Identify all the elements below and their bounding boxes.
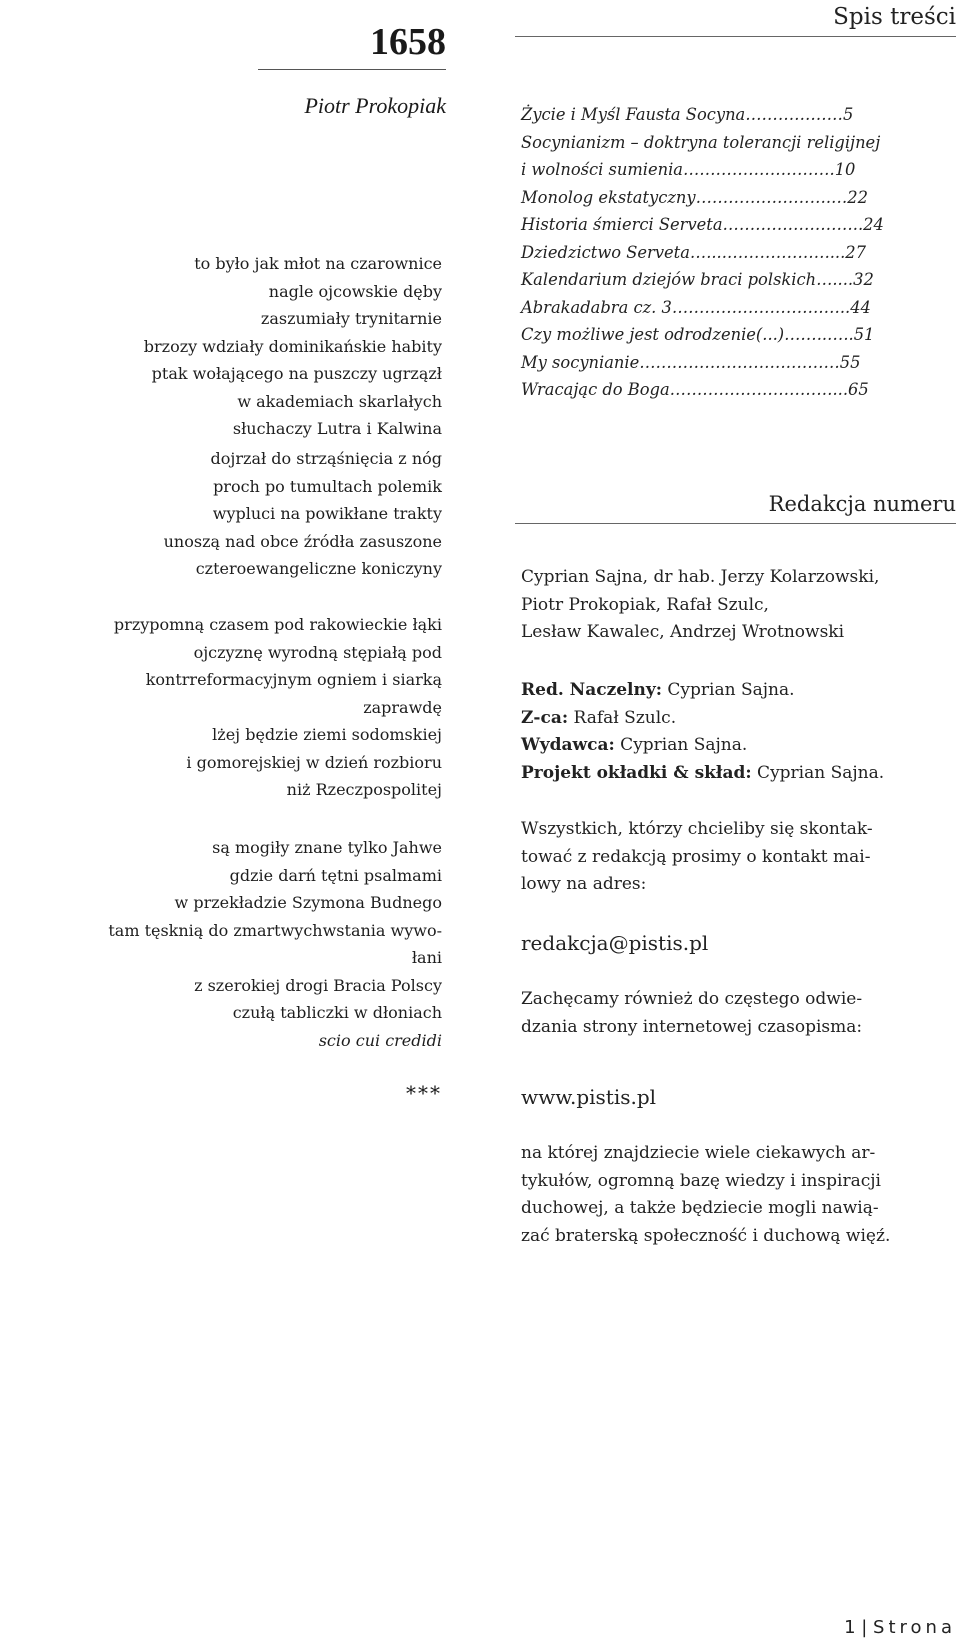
poem-line: czułą tabliczki w dłoniach: [232, 1003, 442, 1022]
poem-line: niż Rzeczpospolitej: [286, 780, 442, 799]
toc-entry[interactable]: Monolog ekstatyczny…………………….…22: [521, 187, 869, 207]
encourage-line: dzania strony internetowej czasopisma:: [521, 1016, 863, 1037]
poem-line: nagle ojcowskie dęby: [268, 281, 442, 301]
poem-line: tam tęsknią do zmartwychwstania wywo-: [108, 920, 442, 940]
closing-line: na której znajdziecie wiele ciekawych ar-: [521, 1143, 876, 1163]
editorial-roles: [521, 677, 960, 787]
toc-entry[interactable]: Historia śmierci Serveta……………………..24: [521, 215, 884, 234]
poem-line: to było jak młot na czarownice: [194, 254, 442, 273]
left-divider: [258, 69, 446, 70]
closing-line: zać braterską społeczność i duchową więź.: [521, 1225, 891, 1246]
closing-text: [521, 1140, 960, 1250]
role-label: Red. Naczelny:: [521, 680, 663, 700]
poem-line: dojrzał do strząśnięcia z nóg: [210, 449, 442, 468]
website-link[interactable]: www.pistis.pl: [521, 1085, 657, 1109]
poem-author: Piotr Prokopiak: [304, 93, 446, 118]
poem-stanza: [10, 834, 442, 1054]
toc-entry[interactable]: Dziedzictwo Serveta…....………………....27: [521, 242, 866, 262]
poem-line-latin: scio cui credidi: [318, 1030, 442, 1050]
poem-line: proch po tumultach polemik: [213, 476, 442, 496]
toc-title: Spis treści: [833, 4, 956, 30]
toc-entry[interactable]: Wracając do Boga…………………………...65: [521, 380, 869, 399]
poem-line: wypluci na powikłane trakty: [212, 504, 442, 523]
role-value: Cyprian Sajna.: [751, 762, 885, 783]
poem-line: czteroewangeliczne koniczyny: [195, 559, 442, 578]
toc-entry[interactable]: Kalendarium dziejów braci polskich…....32: [521, 270, 874, 289]
poem-line: gdzie darń tętni psalmami: [229, 865, 442, 885]
email-address[interactable]: [521, 930, 960, 958]
poem-line: kontrreformacyjnym ogniem i siarką: [145, 670, 442, 689]
toc-entry[interactable]: My socynianie……………………….………55: [521, 352, 861, 372]
role-editor-in-chief: [521, 677, 960, 705]
editors-list: [521, 564, 960, 647]
poem-line: ptak wołającego na puszczy ugrzązł: [151, 364, 442, 383]
poem-line: w akademiach skarlałych: [237, 391, 442, 411]
email-link[interactable]: redakcja@pistis.pl: [521, 931, 709, 955]
poem-stanza: [10, 445, 442, 583]
role-label: Projekt okładki & skład:: [521, 762, 752, 783]
closing-line: tykułów, ogromną bazę wiedzy i inspiracji: [521, 1170, 881, 1191]
contact-line: lowy na adres:: [521, 874, 647, 894]
role-design: [521, 760, 960, 788]
poem-line: i gomorejskiej w dzień rozbioru: [186, 752, 442, 772]
poem-line: łani: [411, 948, 442, 967]
role-publisher: [521, 732, 960, 760]
poem-line: są mogiły znane tylko Jahwe: [212, 838, 442, 857]
role-value: Rafał Szulc.: [568, 707, 677, 728]
page-label: Strona: [873, 1617, 956, 1638]
contact-line: Wszystkich, którzy chcieliby się skontak-: [521, 819, 873, 839]
closing-line: duchowej, a także będziecie mogli nawią-: [521, 1198, 879, 1218]
poem-line: unoszą nad obce źródła zasuszone: [163, 531, 442, 551]
poem-stanza: [10, 611, 442, 804]
role-value: Cyprian Sajna.: [662, 680, 795, 700]
poem-line: słuchaczy Lutra i Kalwina: [232, 419, 442, 438]
toc-entry[interactable]: Abrakadabra cz. 3……………………….…..44: [521, 297, 871, 317]
toc-entry[interactable]: Życie i Myśl Fausta Socyna………………5: [521, 105, 854, 124]
role-value: Cyprian Sajna.: [614, 735, 748, 755]
toc-entry[interactable]: Socynianizm – doktryna tolerancji religijnej: [521, 132, 881, 152]
editorial-divider: [515, 523, 956, 524]
role-label: Wydawca:: [521, 735, 615, 755]
poem-line: zaprawdę: [363, 697, 442, 717]
poem-end-mark: ***: [406, 1081, 442, 1105]
poem-line: w przekładzie Szymona Budnego: [174, 893, 442, 912]
poem-line: brzozy wdziały dominikańskie habity: [143, 336, 442, 356]
toc-entry[interactable]: i wolności sumienia……………………….10: [521, 160, 856, 179]
editors-line: Piotr Prokopiak, Rafał Szulc,: [521, 594, 769, 615]
editors-line: Cyprian Sajna, dr hab. Jerzy Kolarzowski,: [521, 567, 880, 587]
contact-text: [521, 816, 960, 899]
role-deputy: [521, 705, 960, 733]
website-address[interactable]: [521, 1084, 960, 1112]
poem-line: ojczyznę wyrodną stępiałą pod: [193, 642, 442, 662]
poem-year: 1658: [370, 21, 446, 63]
poem-line: lżej będzie ziemi sodomskiej: [212, 725, 442, 744]
poem-line: zaszumiały trynitarnie: [260, 309, 442, 328]
toc-divider: [515, 36, 956, 37]
page-number: 1: [844, 1617, 856, 1638]
poem-stanza: [10, 250, 442, 443]
page-footer: [700, 1617, 956, 1638]
encourage-line: Zachęcamy również do częstego odwie-: [521, 989, 863, 1009]
editors-line: Lesław Kawalec, Andrzej Wrotnowski: [521, 622, 845, 642]
encourage-text: [521, 986, 960, 1041]
footer-separator: |: [855, 1617, 874, 1638]
toc-entry[interactable]: Czy możliwe jest odrodzenie(...)……..…..51: [521, 325, 875, 344]
toc-list: [521, 101, 960, 404]
poem-line: przypomną czasem pod rakowieckie łąki: [113, 615, 442, 634]
editorial-title: Redakcja numeru: [768, 492, 956, 516]
contact-line: tować z redakcją prosimy o kontakt mai-: [521, 846, 871, 867]
role-label: Z-ca:: [521, 707, 569, 728]
poem-line: z szerokiej drogi Bracia Polscy: [194, 975, 442, 995]
